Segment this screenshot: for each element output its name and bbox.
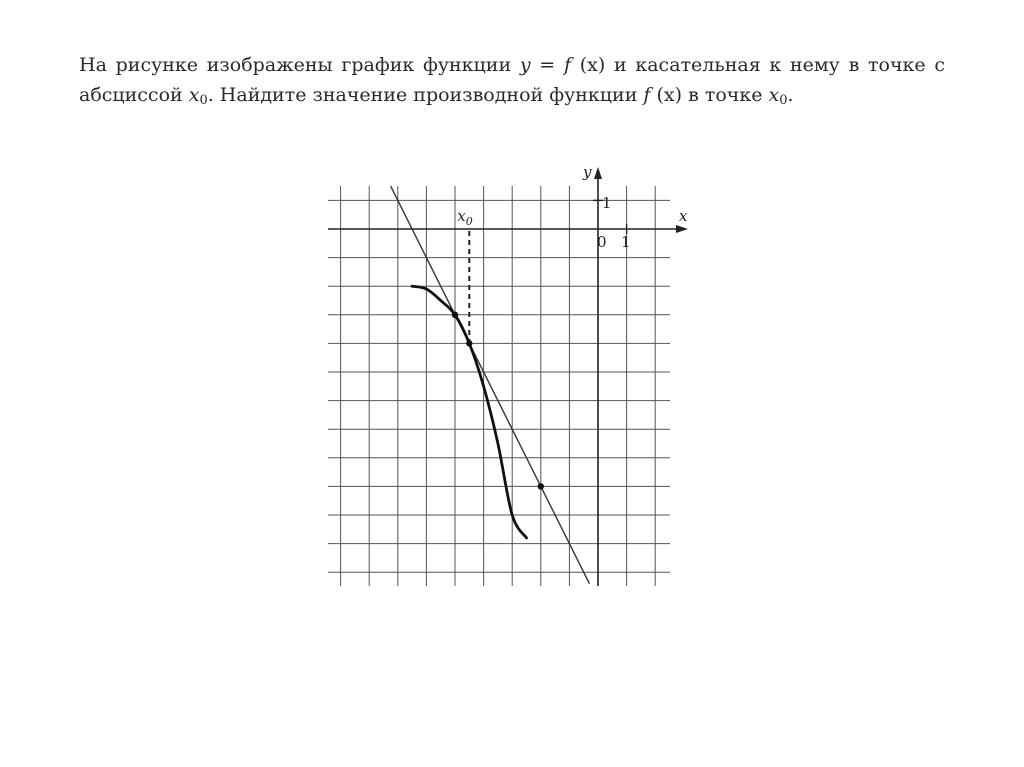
equation-y: y [519,54,531,76]
y-axis-arrow-icon [594,167,602,179]
x0-label [457,207,472,228]
grid [328,186,670,586]
x-axis-arrow-icon [676,225,688,233]
x-unit-label: 1 [621,233,631,251]
problem-text-part-3: . Найдите значение производной функции [207,84,644,106]
equation-f: f [563,54,571,76]
tangent-line [391,186,590,584]
problem-text-part-5: . [787,84,794,106]
x0-subscript: 0 [199,93,208,108]
equation-argument: (x) [570,54,606,76]
problem-text-part-4: в точке [682,84,769,106]
x-axis-label: x [679,207,688,225]
origin-label: 0 [597,233,607,251]
x0-label-base: x [457,207,466,225]
x0-symbol: x [188,84,200,106]
x0-symbol-second: x [768,84,780,106]
derivative-f: f [643,84,651,106]
marked-point [452,312,458,318]
derivative-argument: (x) [650,84,683,106]
x0-subscript-second: 0 [779,93,788,108]
marked-point [538,483,544,489]
axes [328,167,688,586]
y-unit-label: 1 [602,194,612,212]
y-axis-label: y [583,163,592,181]
x0-label-subscript: 0 [465,215,473,228]
equation-equals: = [530,54,564,76]
problem-text-part-1: На рисунке изображены график функции [79,54,520,76]
problem-text-part-2: и касательная к нему в точке с абсциссой [79,54,945,106]
marked-point [466,340,472,346]
